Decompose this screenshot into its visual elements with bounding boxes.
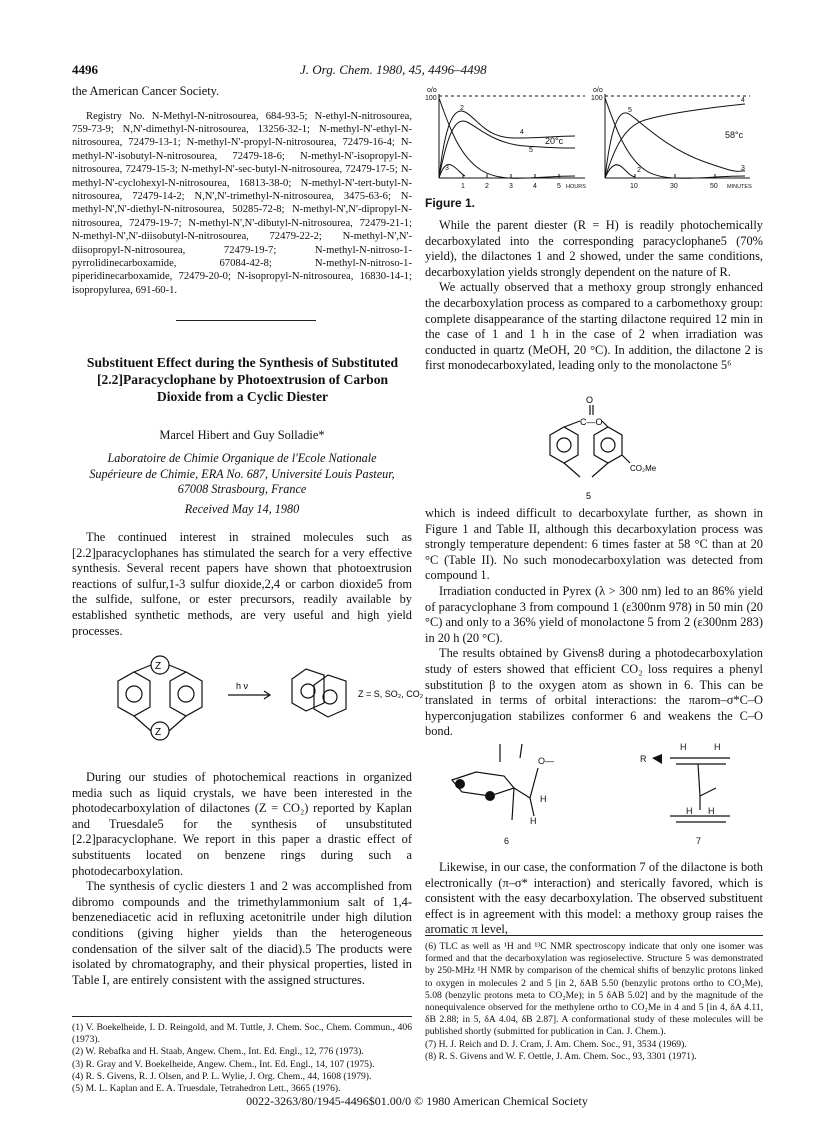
- left-body: [72, 770, 412, 988]
- z-definition: Z = S, SO₂, CO₂: [358, 689, 424, 699]
- s7-h-bottom: H: [686, 806, 693, 816]
- footnote: (7) H. J. Reich and D. J. Cram, J. Am. Chem. Soc., 91, 3534 (1969).: [425, 1038, 687, 1050]
- paracyclophane-ring-2: [314, 675, 346, 717]
- left-column: [72, 84, 412, 297]
- paragraph-intro: The continued interest in strained molecules such as [2.2]paracyclophanes has stimulated the search for a very effective synthesis. Several recent papers have shown that photoextrusion reactions of sulfur,1-3 sulfur dioxide,2,4 or carbon dioxide5 from the sulfide, sulfone, or ester precursors, readily available by established synthetic methods, are very useful and high yield processes.: [72, 530, 412, 638]
- footnotes-left: [72, 1022, 412, 1095]
- s5-label: 5: [586, 491, 592, 501]
- left-y-unit: o/o: [427, 87, 437, 94]
- authors: Marcel Hibert and Guy Solladie*: [159, 428, 325, 442]
- s5-co2me: CO₂Me: [630, 464, 657, 473]
- footnote: (5) M. L. Kaplan and E. A. Truesdale, Tetrahedron Lett., 3665 (1976).: [72, 1083, 341, 1095]
- s6-h2: H: [530, 816, 537, 826]
- s7-h-top-2: H: [714, 742, 721, 752]
- footnote-rule-left: [72, 1016, 412, 1017]
- curve-right-3: [605, 165, 635, 178]
- paragraph-synthesis: The synthesis of cyclic diesters 1 and 2 was accomplished from dibromo compounds and the trimethylammonium salt of 1,4-benzenediacetic acid in refluxing acetonitrile under high dilution conditions (giving higher yields than the heterogeneous condensation of the silver salt of the diacid).5 The products were isolated by chromatography, and their physical properties, listed in Table I, are entirely consistent with the assigned structures.: [72, 879, 412, 987]
- benzene-ring-left: [118, 672, 150, 716]
- hv-label: h ν: [236, 681, 249, 691]
- paragraph-pyrex: Irradiation conducted in Pyrex (λ > 300 nm) led to an 86% yield of paracyclophane 3 from compound 1 (ε300nm 978) in 50 min (20 °C) and only to a 36% yield of monolactone 5 from 2 (ε300nm 283) in 20 h (20 °C).: [425, 583, 763, 645]
- received-date: Received May 14, 1980: [184, 502, 300, 516]
- s7-r: R: [640, 754, 647, 764]
- right-y-tick: 100: [591, 95, 603, 102]
- figure-1-plots: [425, 86, 755, 196]
- benzene-ring-right: [170, 672, 202, 716]
- left-curve-label: 2: [460, 105, 464, 112]
- s6-label: 6: [504, 836, 510, 846]
- section-divider: [176, 320, 316, 321]
- right-body-middle: [425, 506, 763, 740]
- curve-left-3: [439, 165, 465, 179]
- curve-right-5: [605, 113, 745, 178]
- paragraph-givens: The results obtained by Givens8 during a photodecarboxylation study of esters showed that efficient CO₂ loss requires a phenyl substitution β to the oxygen atom as shown in 6. This can be translated in terms of orbital interactions: the πarom–σ*C–O hyperconjugation stabilizes conformer 6 and weakens the C–O bond.: [425, 646, 763, 739]
- curve-left-5: [439, 121, 575, 178]
- structure-5: [530, 393, 670, 505]
- s6-oxygen: O—: [538, 756, 555, 766]
- footnote-rule-right: [425, 935, 763, 936]
- s7-h-top: H: [680, 742, 687, 752]
- right-x-tick: 10: [630, 183, 638, 190]
- paragraph-parent-diester: While the parent diester (R = H) is readily photochemically decarboxylated into the corresponding paracyclophane5 (70% yield), the dilactones 1 and 2 showed, under the same conditions, decarboxylation yields strongly dependent on the nature of R.: [425, 218, 763, 279]
- article-title: Substituent Effect during the Synthesis of Substituted [2.2]Paracyclophane by Photoextrusion of Carbon Dioxide from a Cyclic Diester: [86, 355, 399, 404]
- footnote: (6) TLC as well as ¹H and ¹³C NMR spectroscopy indicate that only one isomer was formed and that the decarboxylation was regioselective. Structure 5 was demonstrated by 250-MHz ¹H NMR by comparison of the chemical shifts of benzylic protons linked to oxygen in molecules 2 and 5 [in 2, δAB 5.50 (benzylic protons ortho to CO₂Me), 5.08 (benzylic protons meta to CO₂Me); in 5 δAB 5.02] and by the magnitude of the nonequivalence observed for the methylene ortho to CO₂Me in 4 and 5 [in 4, δA 4.11, δB 2.88; in 5, δA 4.04, δB 2.87]. A conformational study of these molecules will be published shortly (submitted for publication in Can. J. Chem.).: [425, 941, 763, 1038]
- footnote: (4) R. S. Givens, R. J. Olsen, and P. L. Wylie, J. Org. Chem., 44, 1608 (1979).: [72, 1070, 372, 1082]
- curve-right-1: [605, 98, 745, 178]
- paragraph-difficult: which is indeed difficult to decarboxylate further, as shown in Figure 1 and Table II, although this decarboxylation process was strongly temperature dependent: 6 times faster at 58 °C than at 20 °C (Table II). No such monodecarboxylation was detected from compound 1.: [425, 506, 763, 583]
- curve-right-4: [605, 104, 745, 178]
- s6-h1: H: [540, 794, 547, 804]
- left-curve-label: 3: [445, 165, 449, 172]
- footnote: (2) W. Rebafka and H. Staab, Angew. Chem., Int. Ed. Engl., 12, 776 (1973).: [72, 1046, 364, 1058]
- r-arrow-head: [652, 754, 662, 764]
- right-curve-label: 4: [741, 97, 745, 104]
- figure-1-caption: Figure 1.: [425, 196, 476, 210]
- left-x-unit: HOURS: [566, 184, 586, 190]
- photoextrusion-scheme: [100, 645, 424, 745]
- left-x-tick: 3: [509, 183, 513, 190]
- right-y-unit: o/o: [593, 87, 603, 94]
- page-footer: 0022-3263/80/1945-4496$01.00/0 © 1980 American Chemical Society: [246, 1094, 588, 1108]
- right-x-tick: 30: [670, 183, 678, 190]
- left-curve-label: 4: [520, 129, 524, 136]
- footnote: (8) R. S. Givens and W. F. Oettle, J. Am. Chem. Soc., 93, 3301 (1971).: [425, 1050, 697, 1062]
- p-orbital-lobe: [455, 779, 465, 789]
- right-body-bottom: [425, 860, 763, 938]
- p-orbital-lobe: [485, 791, 495, 801]
- paragraph-methoxy: We actually observed that a methoxy group strongly enhanced the decarboxylation process as compared to a carbomethoxy group: complete disappearance of the starting dilactone required 12 min in the case of 1 and 1 h in the case of 2 when irradiation was conducted in quartz (MeOH, 20 °C). In addition, the dilactone 2 is first monodecarboxylated, leading only to the monolactone 5⁶: [425, 280, 763, 373]
- right-curve-label: 2: [637, 167, 641, 174]
- z-label-bottom: Z: [155, 727, 162, 738]
- left-x-tick: 2: [485, 183, 489, 190]
- page-number: 4496: [72, 62, 98, 77]
- s7-label: 7: [696, 836, 702, 846]
- intro-line: the American Cancer Society.: [72, 84, 220, 98]
- s7-h-bottom-2: H: [708, 806, 715, 816]
- journal-citation: J. Org. Chem. 1980, 45, 4496–4498: [300, 62, 487, 77]
- z-label-top: Z: [155, 661, 162, 672]
- paragraph-studies: During our studies of photochemical reactions in organized media such as liquid crystals, we have been interested in the photodecarboxylation of dilactones (Z = CO₂) reported by Kaplan and Truesdale5 for the synthesis of unsubstituted [2.2]paracyclophane. We report in this paper a drastic effect of substituents located on benzene rings during such a photodecarboxylation.: [72, 770, 412, 878]
- intro-text: [72, 530, 412, 639]
- footnotes-right: [425, 941, 763, 1063]
- right-body-top: [425, 218, 763, 374]
- registry-numbers: Registry No. N-Methyl-N-nitrosourea, 684-93-5; N-ethyl-N-nitrosourea, 759-73-9; N,N'-dimethyl-N-nitrosourea, 13256-32-1; N-methyl-N'-ethyl-N-nitrosourea, 72479-13-1; N-methyl-N'-propyl-N-nitrosourea, 72479-16-4; N-methyl-N'-isobutyl-N-nitrosourea, 72479-18-6; N-methyl-N'-isopropyl-N-nitrosourea, 72479-15-3; N-methyl-N'-sec-butyl-N-nitrosourea, 72479-17-5; N-methyl-N'-cyclohexyl-N-nitrosourea, 16813-38-0; N-methyl-N'-tert-butyl-N-nitrosourea, 72479-14-2; N,N',N'-trimethyl-N-nitrosourea, 3475-63-6; N-methyl-N',N'-diethyl-N-nitrosourea, 50285-72-8; N-methyl-N',N'-dipropyl-N-nitrosourea, 72479-19-7; N-methyl-N',N'-dibutyl-N-nitrosourea, 72479-21-1; N-methyl-N',N'-diisobutyl-N-nitrosourea, 72479-22-2; N-methyl-N',N'-diisopropyl-N-nitrosourea, 72479-19-7; N-methyl-N-nitroso-1-pyrrolidinecarboxamide, 67084-42-8; N-methyl-N-nitroso-1-piperidinecarboxamide, 72479-20-0; N-isopropyl-N-nitrosourea, 16830-14-1; isopropylurea, 691-60-1.: [72, 110, 412, 296]
- structures-6-7: [430, 736, 760, 848]
- right-x-tick: 50: [710, 183, 718, 190]
- left-x-tick: 4: [533, 183, 537, 190]
- s5-carbonyl-o: O: [586, 395, 594, 405]
- footnote: (3) R. Gray and V. Boekelheide, Angew. Chem., Int. Ed. Engl., 14, 107 (1975).: [72, 1058, 375, 1070]
- left-curve-label: 5: [529, 147, 533, 154]
- paragraph-likewise: Likewise, in our case, the conformation 7 of the dilactone is both electronically (π–σ* interaction) and sterically favored, which is consistent with the easy decarboxylation. The observed substituent effect is in agreement with this model: a methoxy group raises the aromatic π level,: [425, 860, 763, 937]
- footnote: (1) V. Boekelheide, I. D. Reingold, and M. Tuttle, J. Chem. Soc., Chem. Commun., 406 (1973).: [72, 1022, 412, 1046]
- left-x-tick: 1: [461, 183, 465, 190]
- left-x-tick: 5: [557, 183, 561, 190]
- right-temp-label: 58°c: [725, 130, 744, 140]
- right-curve-label: 5: [628, 107, 632, 114]
- right-curve-label: 3: [741, 165, 745, 172]
- paracyclophane-ring-1: [292, 669, 324, 711]
- left-y-tick: 100: [425, 95, 437, 102]
- left-temp-label: 20°c: [545, 136, 564, 146]
- s5-ester: C—O: [580, 417, 603, 427]
- right-x-unit: MINUTES: [727, 184, 752, 190]
- affiliation: Laboratoire de Chimie Organique de l'Ecole Nationale Supérieure de Chimie, ERA No. 687, Université Louis Pasteur, 67008 Strasbourg, France: [89, 451, 395, 496]
